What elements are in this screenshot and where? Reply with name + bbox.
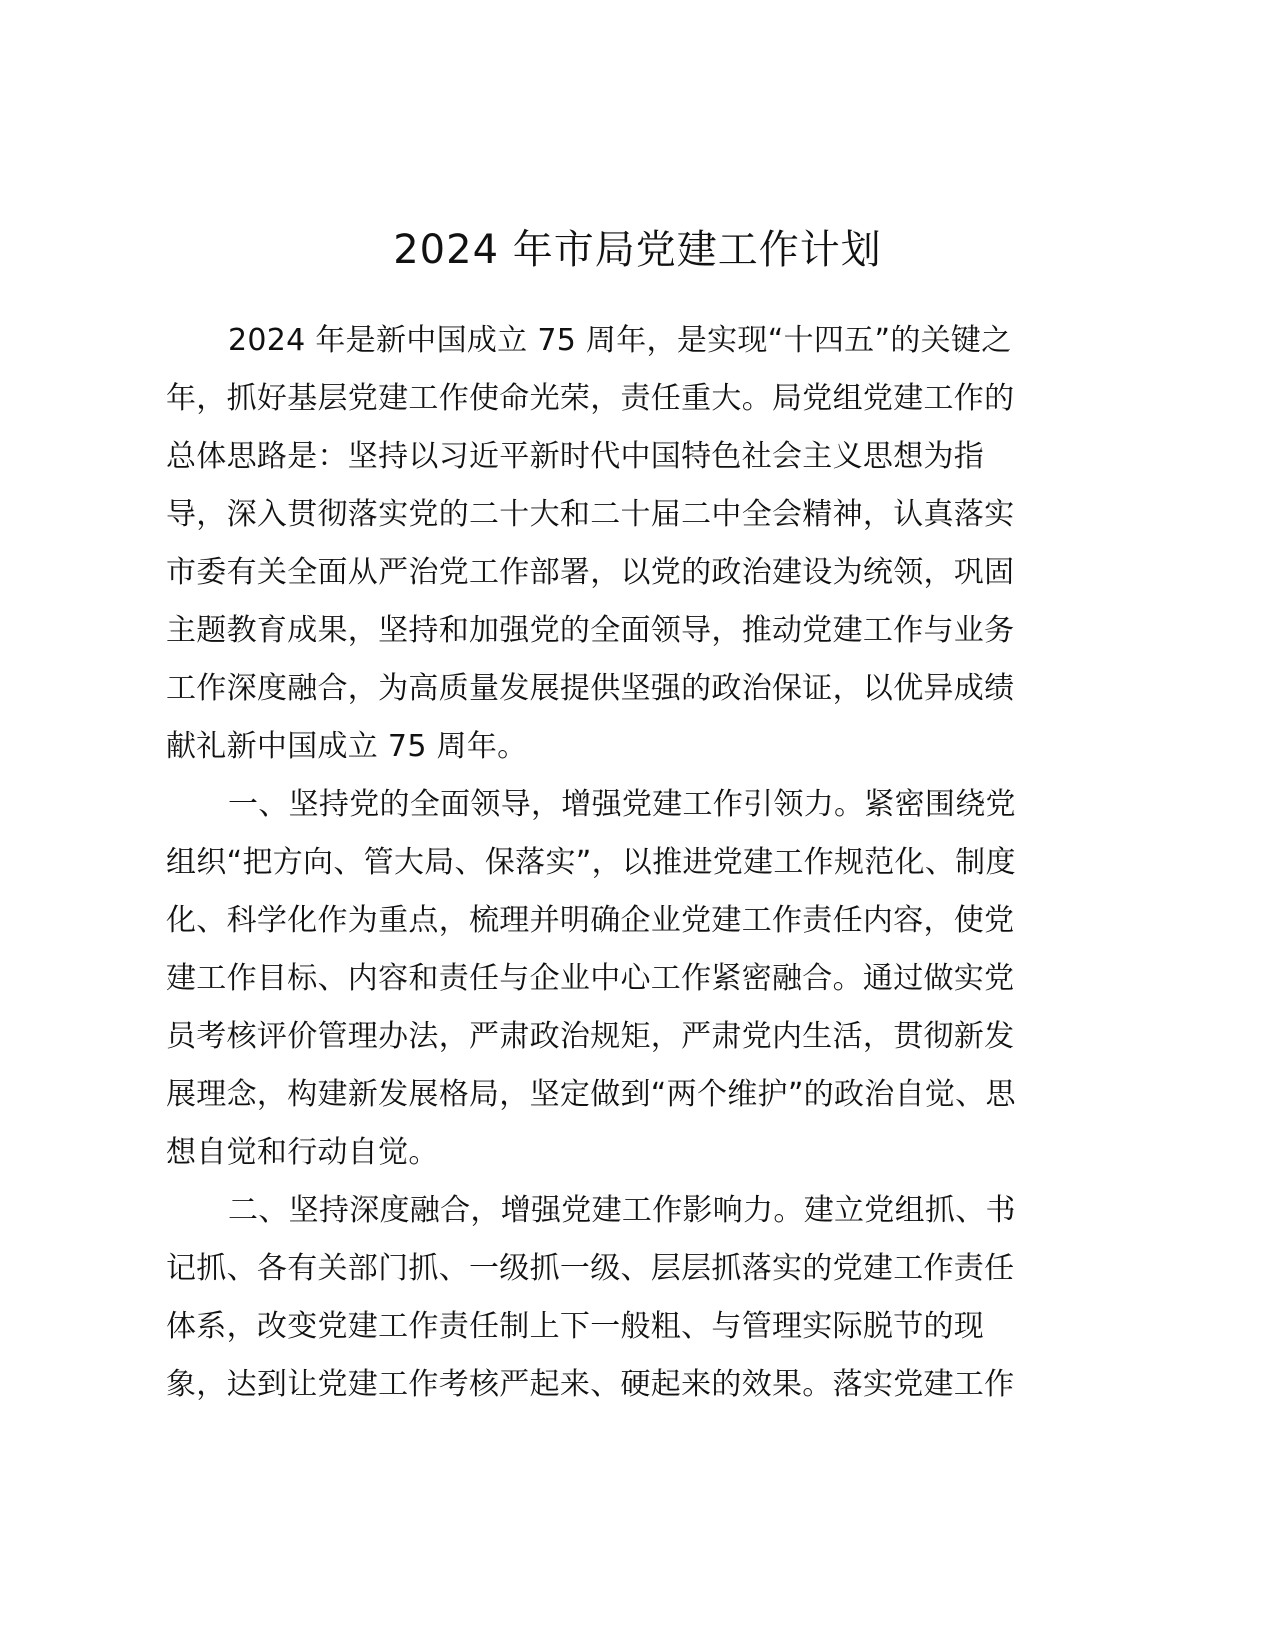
- paragraph-line: 组织“把方向、管大局、保落实”，以推进党建工作规范化、制度: [166, 845, 1016, 880]
- paragraph-line: 总体思路是：坚持以习近平新时代中国特色社会主义思想为指: [166, 439, 985, 474]
- paragraph-line: 导，深入贯彻落实党的二十大和二十届二中全会精神，认真落实: [166, 497, 1015, 532]
- paragraph-line: 员考核评价管理办法，严肃政治规矩，严肃党内生活，贯彻新发: [166, 1019, 1015, 1054]
- paragraph-line: 象，达到让党建工作考核严起来、硬起来的效果。落实党建工作: [166, 1367, 1015, 1402]
- paragraph-line: 一、坚持党的全面领导，增强党建工作引领力。紧密围绕党: [228, 787, 1016, 822]
- paragraph-line: 年，抓好基层党建工作使命光荣，责任重大。局党组党建工作的: [166, 381, 1015, 416]
- paragraph-line: 2024 年是新中国成立 75 周年，是实现“十四五”的关键之: [228, 323, 1012, 358]
- paragraph-line: 记抓、各有关部门抓、一级抓一级、层层抓落实的党建工作责任: [166, 1251, 1015, 1286]
- document-body: [166, 312, 1096, 1414]
- paragraph-line: 化、科学化作为重点，梳理并明确企业党建工作责任内容，使党: [166, 903, 1015, 938]
- paragraph-line: 二、坚持深度融合，增强党建工作影响力。建立党组抓、书: [228, 1193, 1016, 1228]
- paragraph-line: 市委有关全面从严治党工作部署，以党的政治建设为统领，巩固: [166, 555, 1015, 590]
- paragraph-line: 展理念，构建新发展格局，坚定做到“两个维护”的政治自觉、思: [166, 1077, 1016, 1112]
- paragraph-line: 建工作目标、内容和责任与企业中心工作紧密融合。通过做实党: [166, 961, 1015, 996]
- paragraph-line: 献礼新中国成立 75 周年。: [166, 729, 528, 764]
- paragraph-line: 想自觉和行动自觉。: [166, 1135, 439, 1170]
- document-title: 2024 年市局党建工作计划: [393, 227, 882, 273]
- paragraph-line: 主题教育成果，坚持和加强党的全面领导，推动党建工作与业务: [166, 613, 1015, 648]
- paragraph-line: 工作深度融合，为高质量发展提供坚强的政治保证，以优异成绩: [166, 671, 1015, 706]
- paragraph-line: 体系，改变党建工作责任制上下一般粗、与管理实际脱节的现: [166, 1309, 985, 1344]
